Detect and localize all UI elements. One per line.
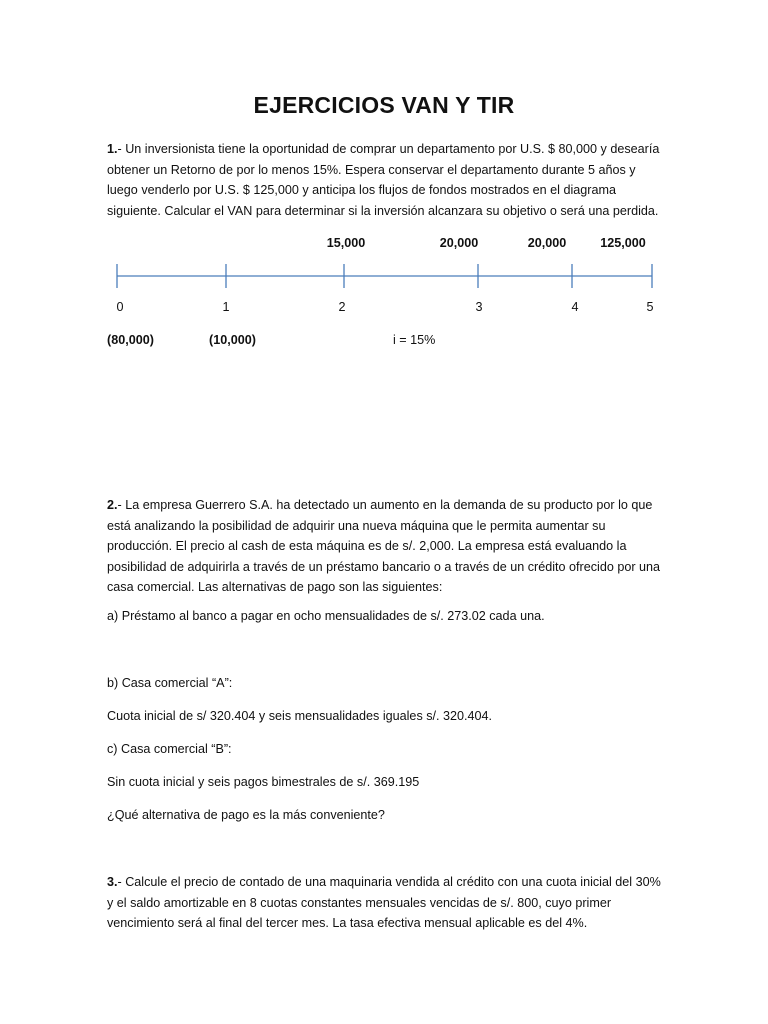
option-b-detail: Cuota inicial de s/ 320.404 y seis mensualidades iguales s/. 320.404. bbox=[107, 709, 493, 723]
period-label-1: 1 bbox=[222, 300, 230, 314]
period-label-0: 0 bbox=[116, 300, 124, 314]
inflow-period-2: 15,000 bbox=[326, 236, 366, 250]
inflow-period-5: 125,000 bbox=[600, 236, 646, 250]
period-label-2: 2 bbox=[338, 300, 346, 314]
outflow-period-0: (80,000) bbox=[107, 333, 154, 347]
exercise-1-number: 1. bbox=[107, 142, 118, 156]
option-a: a) Préstamo al banco a pagar en ocho mensualidades de s/. 273.02 cada una. bbox=[107, 609, 545, 623]
page-title: EJERCICIOS VAN Y TIR bbox=[253, 92, 515, 118]
inflow-period-4: 20,000 bbox=[527, 236, 567, 250]
exercise-2-question: ¿Qué alternativa de pago es la más conveniente? bbox=[107, 808, 385, 822]
period-label-3: 3 bbox=[475, 300, 483, 314]
exercise-2 bbox=[107, 495, 667, 598]
exercise-1-text: - Un inversionista tiene la oportunidad de comprar un departamento por U.S. $ 80,000 y desearía obtener un Retorno de por lo menos 15%. Espera conservar el departamento durante 5 años y luego venderlo por U.S. $ 125,000 y anticipa los flujos de fondos mostrados en el diagrama siguiente. Calcular el VAN para determinar si la inversión alcanzara su objetivo o será una perdida. bbox=[107, 142, 660, 218]
inflow-period-3: 20,000 bbox=[439, 236, 479, 250]
exercise-1 bbox=[107, 139, 667, 221]
option-c-title: c) Casa comercial “B”: bbox=[107, 742, 232, 756]
exercise-3 bbox=[107, 872, 667, 934]
outflow-period-1: (10,000) bbox=[209, 333, 256, 347]
period-label-5: 5 bbox=[646, 300, 654, 314]
exercise-3-text: - Calcule el precio de contado de una maquinaria vendida al crédito con una cuota inicial del 30% y el saldo amortizable en 8 cuotas constantes mensuales vencidas de s/. 800, cuyo primer vencimiento será al final del tercer mes. La tasa efectiva mensual aplicable es del 4%. bbox=[107, 875, 661, 930]
exercise-3-number: 3. bbox=[107, 875, 118, 889]
period-label-4: 4 bbox=[571, 300, 579, 314]
option-c-detail: Sin cuota inicial y seis pagos bimestrales de s/. 369.195 bbox=[107, 775, 420, 789]
option-b-title: b) Casa comercial “A”: bbox=[107, 676, 233, 690]
interest-rate-label: i = 15% bbox=[393, 333, 436, 347]
exercise-2-text: - La empresa Guerrero S.A. ha detectado un aumento en la demanda de su producto por lo que está analizando la posibilidad de adquirir una nueva máquina que le permita aumentar su producción. El precio al cash de esta máquina es de s/. 2,000. La empresa está evaluando la posibilidad de adquirirla a través de un préstamo bancario o a través de un crédito ofrecido por una casa comercial. Las alternativas de pago son las siguientes: bbox=[107, 498, 661, 594]
exercise-2-number: 2. bbox=[107, 498, 118, 512]
cash-flow-diagram bbox=[0, 230, 768, 360]
